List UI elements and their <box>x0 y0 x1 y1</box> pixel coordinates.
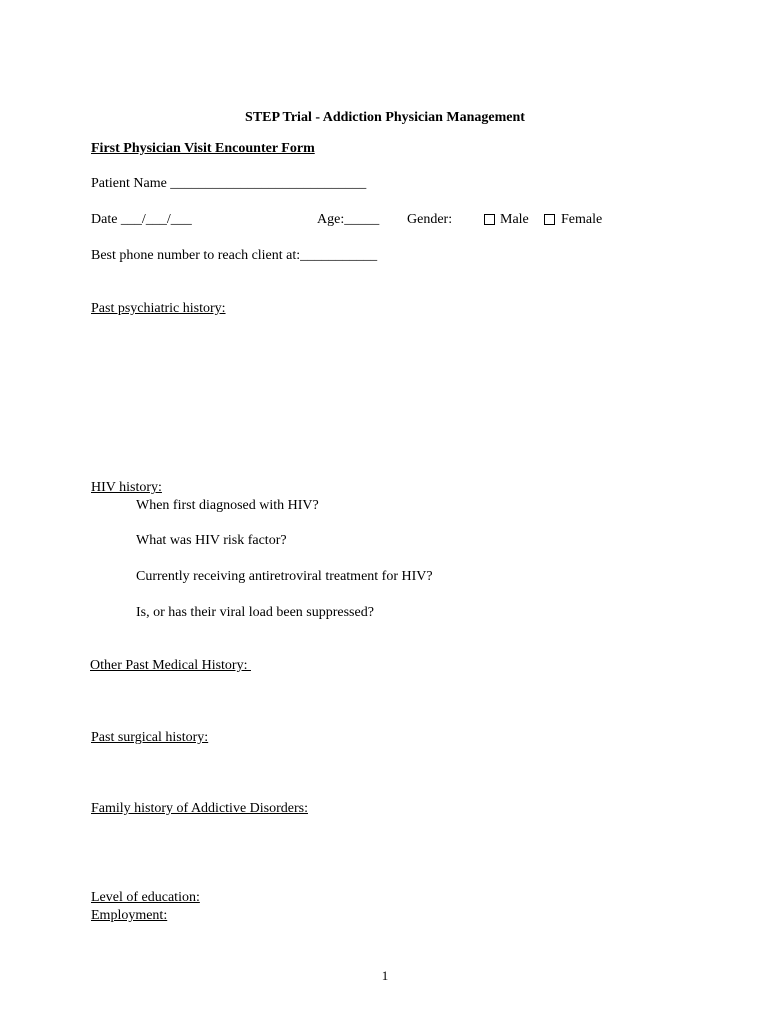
psych-history-heading: Past psychiatric history: <box>91 301 226 316</box>
employment-heading: Employment: <box>91 908 168 923</box>
male-label: Male <box>500 212 529 227</box>
date-field[interactable]: Date ___/___/___ <box>91 212 192 227</box>
age-field[interactable]: Age:_____ <box>317 212 380 227</box>
surgical-heading: Past surgical history: <box>91 730 209 745</box>
gender-label: Gender: <box>407 212 453 227</box>
family-history-heading: Family history of Addictive Disorders: <box>91 801 308 816</box>
page-number: 1 <box>381 968 389 983</box>
document-title: STEP Trial - Addiction Physician Management <box>245 110 525 125</box>
form-title: First Physician Visit Encounter Form <box>91 141 315 156</box>
education-heading: Level of education: <box>91 890 200 905</box>
hiv-question: When first diagnosed with HIV? <box>136 498 319 513</box>
female-label: Female <box>561 212 603 227</box>
hiv-question: Is, or has their viral load been suppressed? <box>136 605 374 620</box>
phone-field[interactable]: Best phone number to reach client at:___________ <box>91 248 378 263</box>
hiv-question: Currently receiving antiretroviral treatment for HIV? <box>136 569 433 584</box>
male-checkbox[interactable] <box>484 214 495 225</box>
hiv-question: What was HIV risk factor? <box>136 533 287 548</box>
patient-name-field[interactable]: Patient Name ____________________________ <box>91 176 367 191</box>
hiv-history-heading: HIV history: <box>91 480 162 495</box>
female-checkbox[interactable] <box>544 214 555 225</box>
other-medical-heading: Other Past Medical History: <box>90 658 251 673</box>
